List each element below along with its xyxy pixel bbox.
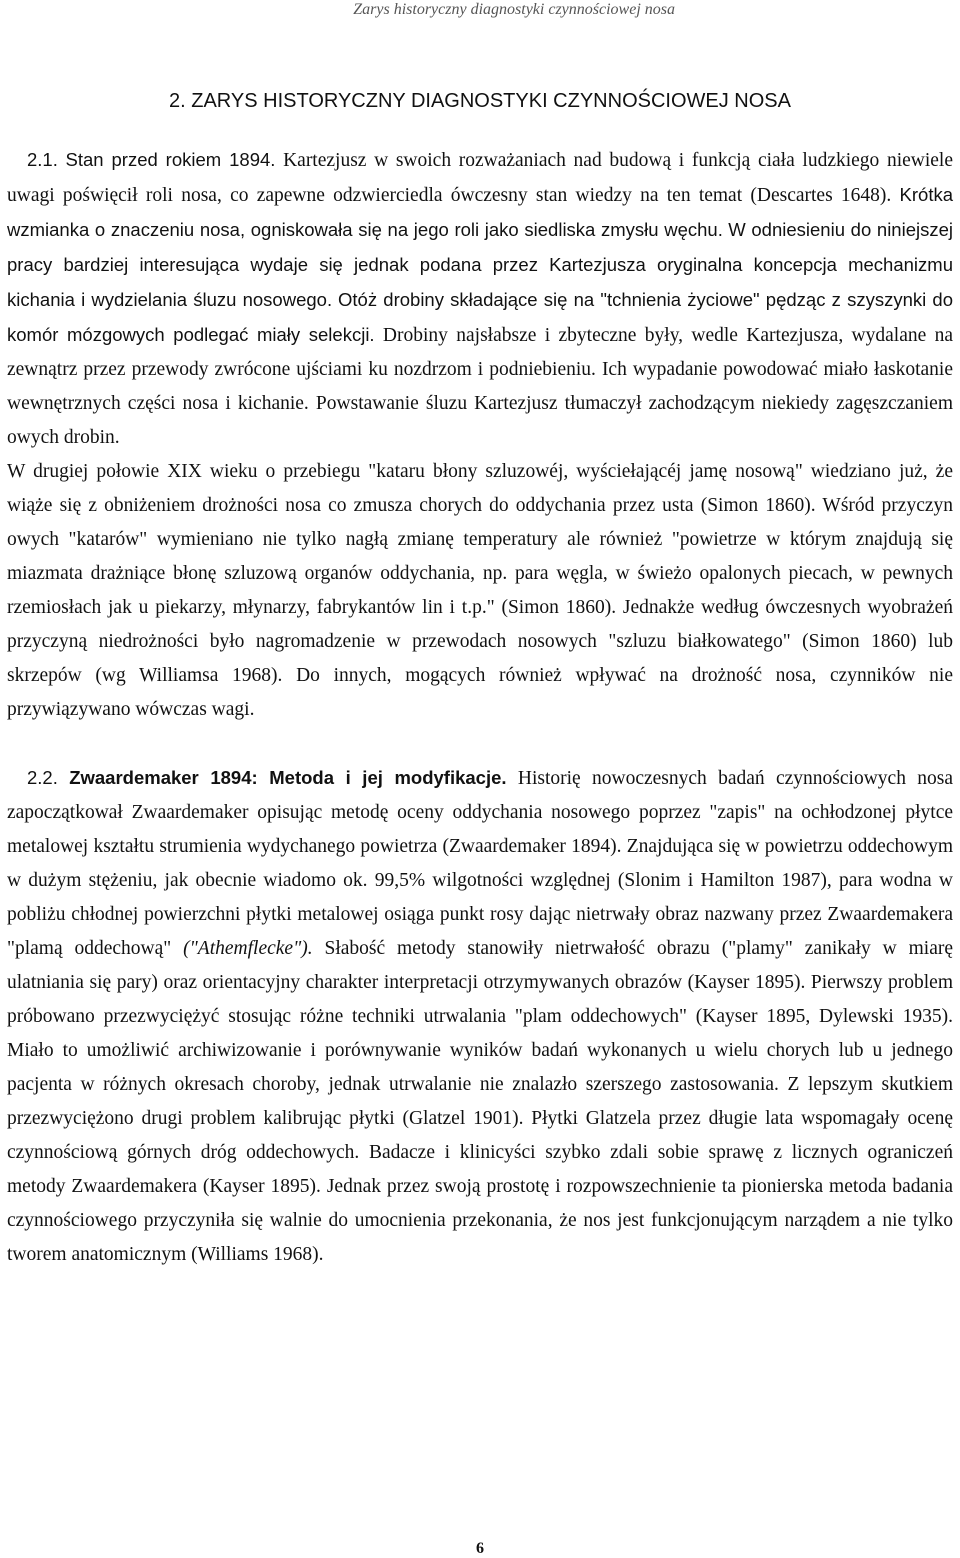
section-2-1-sentence-3: W odniesieniu do niniejszej pracy bardziej interesująca wydaje się jednak podana przez Kartezjusza oryginalna koncepcja mechanizmu kichania i wydzielania śluzu nosowego. [7,219,954,310]
chapter-title: 2. ZARYS HISTORYCZNY DIAGNOSTYKI CZYNNOŚCIOWEJ NOSA [169,90,791,112]
body-text [7,143,953,1272]
section-2-2-term: ("Athemflecke"). [183,938,313,959]
section-2-1-number: 2.1. [27,149,58,170]
running-header [0,0,960,20]
section-2-2-text-b: Słabość metody stanowiły nietrwałość obrazu ("plamy" zanikały w miarę ulatniania się pary) oraz orientacyjny charakter interpretacji otrzymywanych obrazów (Kayser 1895). Pierwszy problem próbowano przezwyciężyć stosując różne techniki utrwalania "plam oddechowych" (Kayser 1895, Dylewski 1935). Miało to umożliwić archiwizowanie i porównywanie wyników badań wykonanych u wielu chorych lub u jednego pacjenta w różnych okresach choroby, jednak utrwalanie nie znalazło szerszego zastosowania. Z lepszym skutkiem przezwyciężono drugi problem kalibrując płytki (Glatzel 1901). Płytki Glatzela przez długie lata wspomagały ocenę czynnościową górnych dróg oddechowych. Badacze i klinicyści szybko zdali sobie sprawę z licznych ograniczeń metody Zwaardemakera (Kayser 1895). Jednak przez swoją prostotę i rozpowszechnienie ta pionierska metoda badania czynnościowego przyczyniła się walnie do umocnienia przekonania, że nos jest funkcjonującym narządem a nie tylko tworem anatomicznym (Williams 1968). [7,938,954,1265]
section-gap [7,727,953,761]
section-2-2-paragraph [7,761,953,1272]
section-2-1-sentence-7: Powstawanie śluzu Kartezjusz tłumaczył zachodzącym niekiedy zagęszczaniem owych drobin. [7,393,953,448]
section-2-1-sentence-4: Otóż drobiny składające się na "tchnienia życiowe" pędząc z szyszynki do komór mózgowych podlegać miały selekcji. [7,289,954,345]
section-2-1-paragraph-2: W drugiej połowie XIX wieku o przebiegu "kataru błony szluzowéj, wyściełającéj jamę nosową" wiedziano już, że wiąże się z obniżeniem drożności nosa co zmusza chorych do oddychania przez usta (Simon 1860). Wśród przyczyn owych "katarów" wymieniano nie tylko nagłą zmianę temperatury ale również "powietrze w którym znajdują się miazmata drażniące błonę szluzową organów oddychania, np. para węgla, w świeżo opalonych piecach, w pewnych rzemiosłach jak u piekarzy, młynarzy, fabrykantów lin i t.p." (Simon 1860). Jednakże według ówczesnych wyobrażeń przyczyną niedrożności było nagromadzenie w przewodach nosowych "szluzu białkowatego" (Simon 1860) lub skrzepów (wg Williamsa 1968). Do innych, mogących również wpływać na drożność nosa, czynników nie przywiązywano wówczas wagi. [7,461,953,720]
section-2-1-sentence-5: Drobiny najsłabsze i zbyteczne były, wedle Kartezjusza, wydalane na zewnątrz przez przewody zwrócone ujściami ku nozdrzom i podniebieniu. [7,325,954,380]
section-2-2-number: 2.2. [27,767,58,788]
section-2-1-sentence-1: Kartezjusz w swoich rozważaniach nad budową i funkcją ciała ludzkiego niewiele uwagi poświęcił roli nosa, co zapewne odzwierciedla ówczesny stan wiedzy na ten temat (Descartes 1648). [7,150,954,206]
section-2-1-paragraph [7,143,953,455]
section-2-2-title: Zwaardemaker 1894: Metoda i jej modyfikacje. [69,767,507,788]
section-2-2-text-a: Historię nowoczesnych badań czynnościowych nosa zapoczątkował Zwaardemaker opisując metodę oceny oddychania nosowego poprzez "zapis" na ochłodzonej płytce metalowej kształtu strumienia wydychanego powietrza (Zwaardemaker 1894). Znajdująca się w powietrzu oddechowym w dużym stężeniu, jak obecnie wiadomo ok. 99,5% wilgotności względnej (Slonim i Hamilton 1987), para wodna w pobliżu chłodnej powierzchni płytki metalowej osiąga punkt rosy dając nietrwały obraz nazwany przez Zwaardemakera "plamą oddechową" [7,768,954,959]
section-2-1-sentence-6: Ich wypadanie powodować miało łaskotanie wewnętrznych części nosa i kichanie. [7,359,954,414]
running-header-text: Zarys historyczny diagnostyki czynnościowej nosa [353,1,675,18]
page-number: 6 [476,1540,484,1557]
section-2-1-sentence-2: Krótka wzmianka o znaczeniu nosa, ogniskowała się na jego roli jako siedliska zmysłu węchu. [7,184,953,240]
section-2-1-title: Stan przed rokiem 1894. [65,149,276,170]
